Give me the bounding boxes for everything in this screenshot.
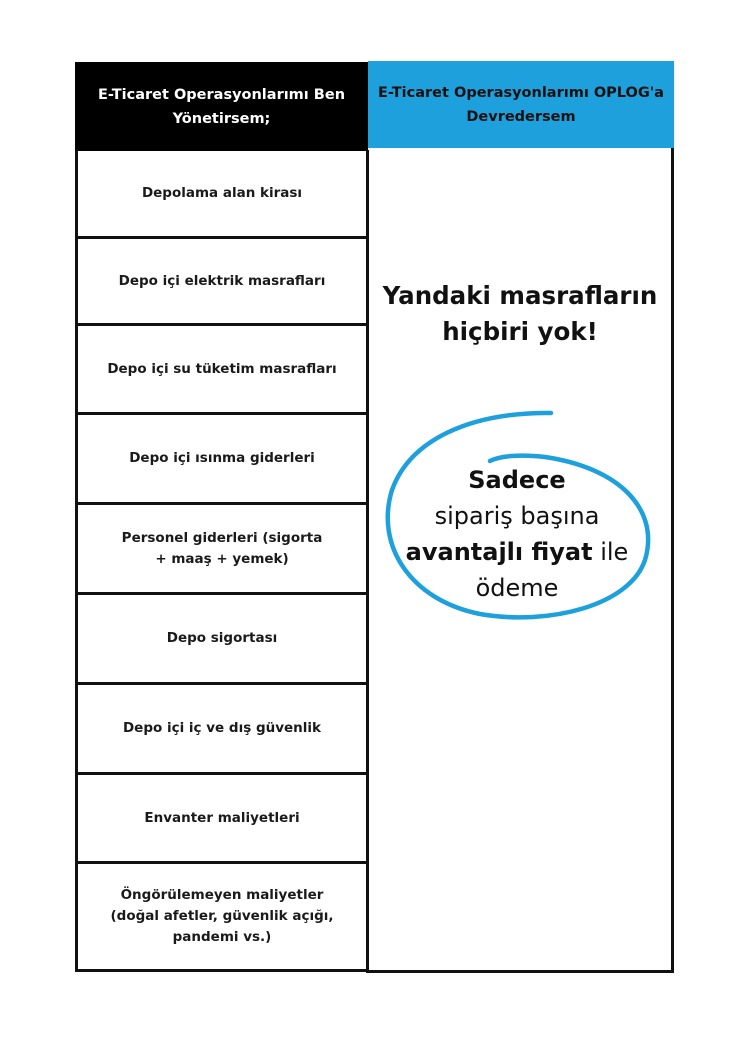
cost-label: Depo sigortası — [166, 630, 278, 646]
cost-label: Depo içi iç ve dış güvenlik — [122, 720, 322, 736]
callout-emphasis: Sadece — [468, 466, 566, 494]
cost-label: Depo içi elektrik masrafları — [118, 272, 326, 289]
left-header-title: E-Ticaret Operasyonlarımı Ben Yönetirsem; — [97, 86, 346, 127]
cost-label: Depo içi su tüketim masrafları — [107, 360, 337, 377]
callout-emphasis: avantajlı fiyat — [405, 538, 593, 566]
cost-label: Personel giderleri (sigorta + maaş + yemek) — [121, 529, 323, 567]
callout-text: sipariş başına — [434, 502, 600, 530]
no-costs-headline: Yandaki masrafların hiçbiri yok! — [382, 281, 658, 346]
callout-text: ödeme — [475, 574, 559, 602]
cost-label: Depolama alan kirası — [141, 184, 303, 201]
cost-label: Depo içi ısınma giderleri — [129, 450, 315, 466]
callout-text: ile — [592, 538, 629, 566]
per-order-pricing-callout — [386, 462, 648, 606]
cost-label: Öngörülemeyen maliyetler (doğal afetler, güvenlik açığı, pandemi vs.) — [110, 887, 334, 945]
right-header-title: E-Ticaret Operasyonlarımı OPLOG'a Devredersem — [378, 84, 664, 125]
cost-label: Envanter maliyetleri — [144, 809, 300, 826]
